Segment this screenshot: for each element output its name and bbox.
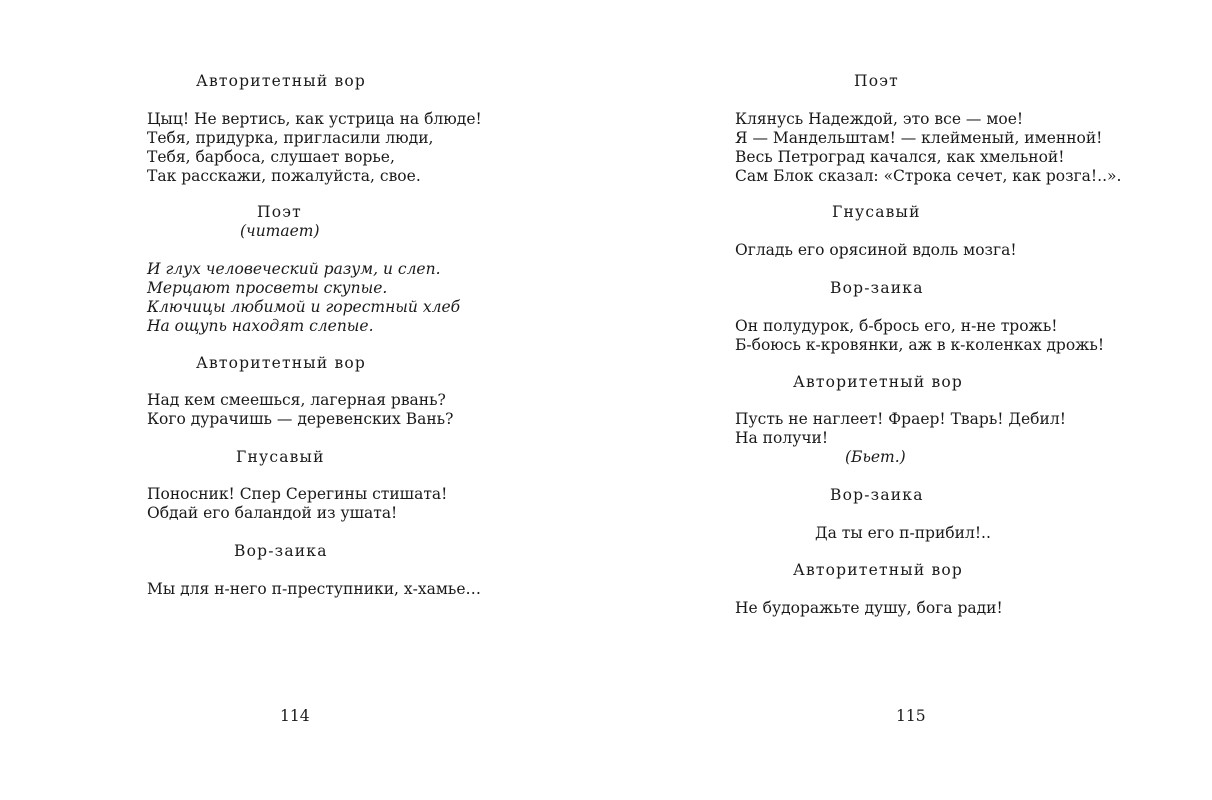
verse-line: Кого дурачишь — деревенских Вань?	[147, 410, 454, 428]
speaker-name: Авторитетный вор	[793, 561, 964, 579]
verse-line: Да ты его п-прибил!..	[815, 524, 991, 542]
verse-line: Тебя, придурка, пригласили люди,	[147, 129, 434, 147]
speech-block	[735, 317, 1104, 355]
verse-line: Он полудурок, б-брось его, н-не трожь!	[735, 317, 1058, 335]
verse-line: Сам Блок сказал: «Строка сечет, как розга!..».	[735, 167, 1122, 185]
verse-line: Весь Петроград качался, как хмельной!	[735, 148, 1065, 166]
speech-block	[147, 485, 447, 523]
verse-line: Я — Мандельштам! — клейменый, именной!	[735, 129, 1103, 147]
verse-line: Клянусь Надеждой, это все — мое!	[735, 110, 1024, 128]
right-page	[606, 0, 1212, 800]
speaker-name: Гнусавый	[832, 203, 921, 221]
speaker-name: Авторитетный вор	[196, 72, 367, 90]
verse-line: Цыц! Не вертись, как устрица на блюде!	[147, 110, 482, 128]
speaker-name: Авторитетный вор	[196, 354, 367, 372]
speaker-name: Авторитетный вор	[793, 373, 964, 391]
page-number: 114	[280, 707, 310, 725]
verse-line: Пусть не наглеет! Фраер! Тварь! Дебил!	[735, 410, 1066, 428]
speaker-name: Вор-заика	[830, 279, 924, 297]
poem-block	[147, 260, 460, 336]
verse-line: Над кем смеешься, лагерная рвань?	[147, 391, 446, 409]
speaker-name: Поэт	[257, 203, 302, 221]
verse-line: На получи!	[735, 429, 829, 447]
speaker-name: Гнусавый	[236, 448, 325, 466]
poem-line: И глух человеческий разум, и слеп.	[147, 260, 441, 278]
verse-line: Не будоражьте душу, бога ради!	[735, 599, 1003, 617]
verse-line: Поносник! Спер Серегины стишата!	[147, 485, 448, 503]
speech-block	[735, 110, 1121, 186]
verse-line: Мы для н-него п-преступники, х-хамье…	[147, 580, 482, 598]
verse-line: Обдай его баландой из ушата!	[147, 504, 398, 522]
poem-line: Мерцают просветы скупые.	[147, 279, 388, 297]
speaker-name: Вор-заика	[234, 542, 328, 560]
verse-line: Б-боюсь к-кровянки, аж в к-коленках дрожь!	[735, 336, 1105, 354]
speech-block	[735, 410, 1066, 448]
stage-direction: (читает)	[240, 222, 320, 240]
speaker-name: Поэт	[854, 72, 899, 90]
page-number: 115	[896, 707, 926, 725]
poem-line: На ощупь находят слепые.	[147, 317, 374, 335]
speech-block	[147, 391, 453, 429]
verse-line: Тебя, барбоса, слушает ворье,	[147, 148, 395, 166]
verse-line: Огладь его орясиной вдоль мозга!	[735, 241, 1017, 259]
speech-block	[147, 110, 482, 186]
speaker-name: Вор-заика	[830, 486, 924, 504]
verse-line: Так расскажи, пожалуйста, свое.	[147, 167, 421, 185]
poem-line: Ключицы любимой и горестный хлеб	[147, 298, 461, 316]
stage-direction: (Бьет.)	[845, 448, 906, 466]
